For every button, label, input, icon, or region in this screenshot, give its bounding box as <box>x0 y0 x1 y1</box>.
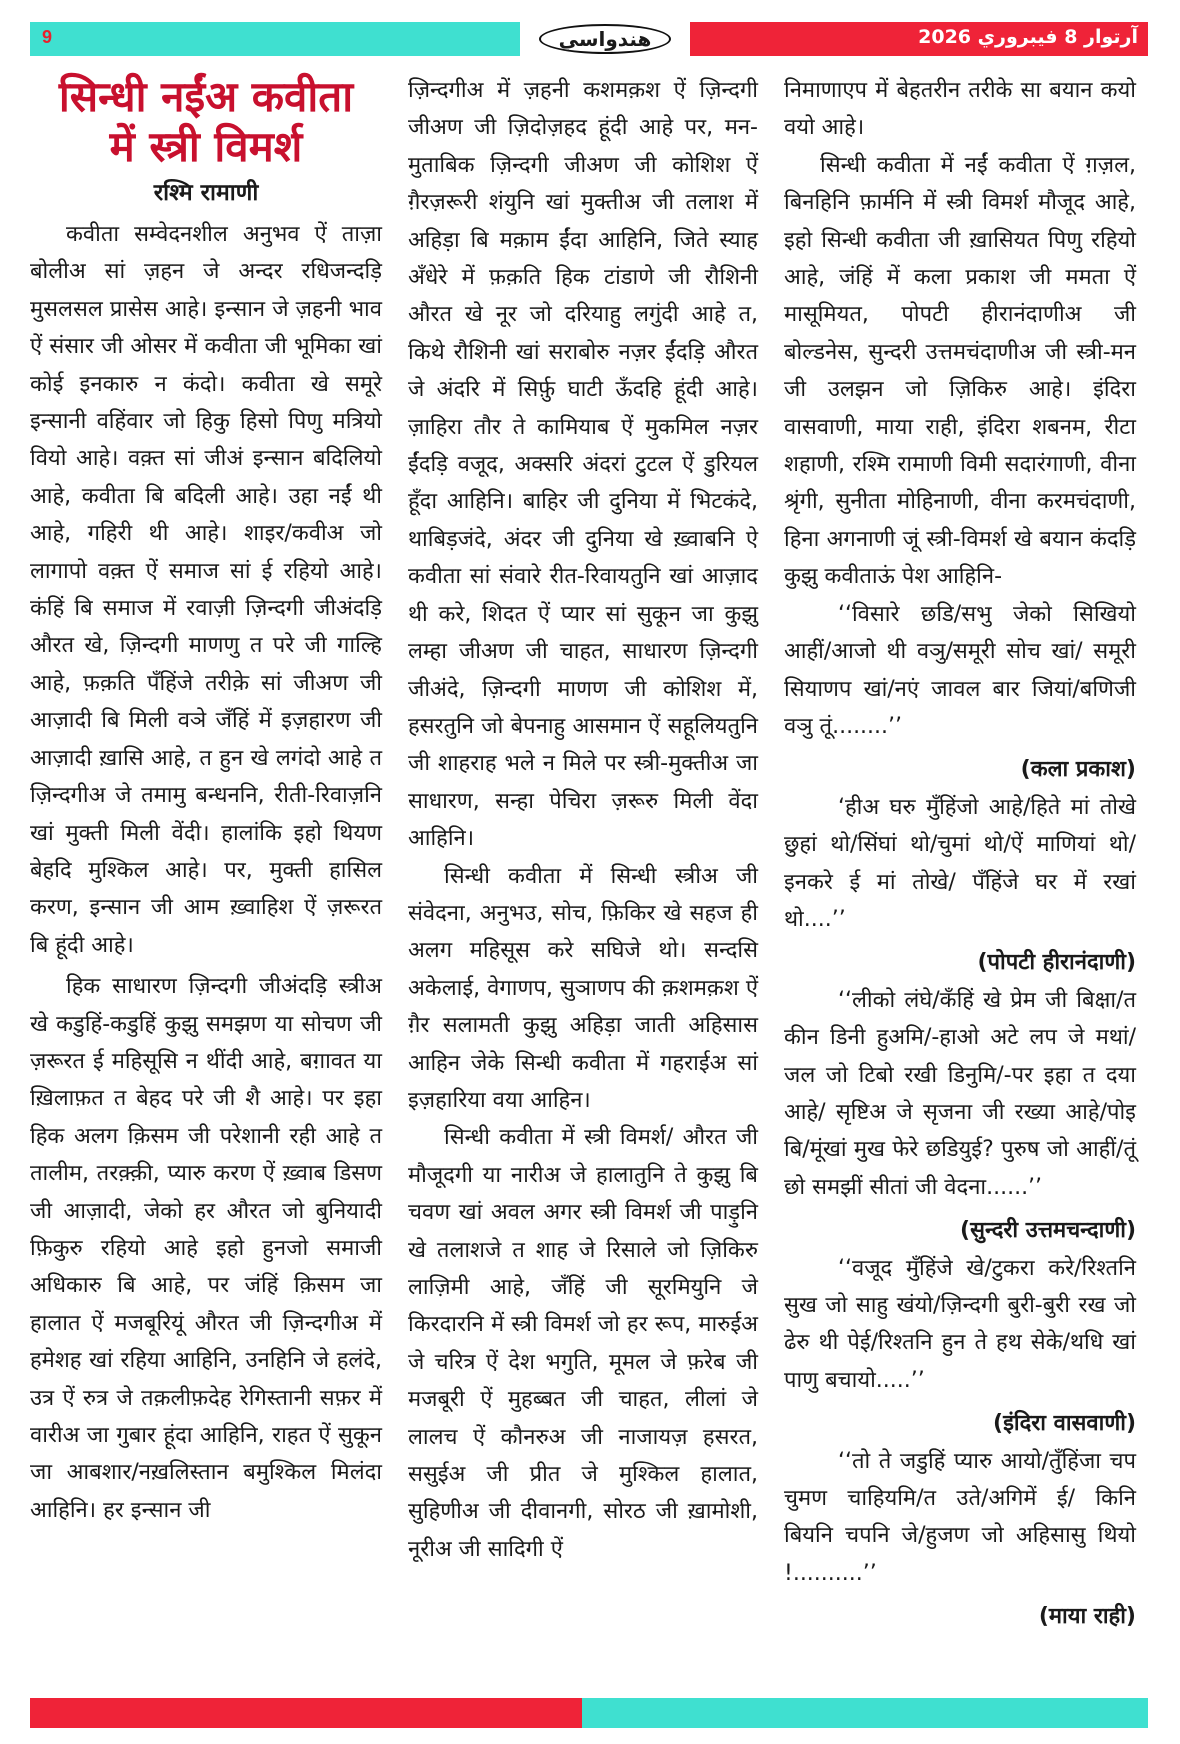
paragraph: सिन्धी कवीता में नईं कवीता ऐं ग़ज़ल, बिनहिनि फ़ार्मनि में स्त्री विमर्श मौजूद आहे, इहो सिन्धी कवीता जी ख़ासियत पिणु रहियो आहे, जंहिं में कला प्रकाश जी ममता ऐं मासूमियत, पोपटी हीरानंदाणीअ जी बोल्डनेस, सुन्दरी उत्तमचंदाणीअ जी स्त्री-मन जी उलझन जो ज़िकिरु आहे। इंदिरा वासवाणी, माया राही, इंदिरा शबनम, रीटा शहाणी, रश्मि रामाणी विमी सदारंगाणी, वीना श्रृंगी, सुनीता मोहिनाणी, वीना करमचंदाणी, हिना अगनाणी जूं स्त्री-विमर्श खे बयान कंदड़ि कुझु कवीताऊं पेश आहिनि- <box>784 152 1136 590</box>
paragraph: सिन्धी कवीता में सिन्धी स्त्रीअ जी संवेदना, अनुभउ, सोच, फ़िकिर खे सहज ही अलग महिसूस करे सघिजे थो। सन्दसि अकेलाई, वेगाणप, सुञाणप की क़शमक़श ऐं ग़ैर सलामती कुझु अहिड़ा जाती अहिसास आहिन जेके सिन्धी कवीता में गहराईअ सां इज़हारिया वया आहिन। <box>408 863 758 1113</box>
footer-teal-band <box>582 1698 1148 1728</box>
footer-red-band <box>30 1698 582 1728</box>
article-title <box>30 72 382 172</box>
article-author: रश्मि रामाणी <box>153 180 259 206</box>
column-2 <box>408 72 758 1568</box>
header-teal-band <box>30 22 520 56</box>
title-line-1: सिन्धी नईंअ कवीता <box>58 72 354 121</box>
poem-excerpt: ‘‘विसारे छडि/सभु जेको सिखियो आहीं/आजो थी वञु/समूरी सोच खां/ समूरी सियाणप खां/नएं जावल बार जियां/बणिजी वञु तूं........’’ <box>784 601 1136 739</box>
masthead-logo-text: هندواسي <box>539 24 672 54</box>
paragraph: ज़िन्दगीअ में ज़हनी कशमक़श ऐं ज़िन्दगी जीअण जी ज़िदोज़हद हूंदी आहे पर, मन-मुताबिक ज़िन्दगी जीअण जी कोशिश ऐं ग़ैरज़रूरी शंयुनि खां मुक्तीअ जी तलाश में अहिड़ा बि मक़ाम ईंदा आहिनि, जिते स्याह अँधेरे में फ़क़ति हिक टांडाणे जी रौशिनी औरत खे नूर जो दरियाहु लगुंदी आहे त, किथे रौशिनी खां सराबोरु नज़र ईंदड़ि औरत जे अंदरि में सिर्फ़ु घाटी ऊँदहि हूंदी आहे। ज़ाहिरा तौर ते कामियाब ऐं मुकमिल नज़र ईंदड़ि वजूद, अक्सरि अंदरां टुटल ऐं डुरियल हूँदा आहिनि। बाहिर जी दुनिया में भिटकंदे, थाबिड़जंदे, अंदर जी दुनिया खे ख़्वाबनि ऐ कवीता सां संवारे रीत-रिवायतुनि खां आज़ाद थी करे, शिदत ऐं प्यार सां सुकून जा कुझु लम्हा जीअण जी चाहत, साधारण ज़िन्दगी जीअंदे, ज़िन्दगी माणण जी कोशिश में, हसरतुनि जो बेपनाहु आसमान ऐं सहूलियतुनि जी शाहराह भले न मिले पर स्त्री-मुक्तीअ जा साधारण, सन्हा पेचिरा ज़रूरु मिली वेंदा आहिनि। <box>408 78 758 852</box>
poem-excerpt: ‘‘वजूद मुँहिंजे खे/टुकरा करे/रिश्तनि सुख जो साहु खंयो/ज़िन्दगी बुरी-बुरी रख जो ढेरु थी पेई/रिश्तनि हुन ते हथ सेके/थधि खां पाणु बचायो.....’’ <box>784 1255 1136 1393</box>
poem-excerpt: ‘‘तो ते जडुहिं प्यारु आयो/तुँहिंजा चप चुमण चाहियमि/त उते/अगिमें ई/ किनि बियनि चपनि जे/हुजण जो अहिसासु थियो !..........’’ <box>784 1448 1136 1586</box>
title-line-2: में स्त्री विमर्श <box>109 122 303 171</box>
issue-date: آرتوار 8 فيبروري 2026 <box>918 26 1138 48</box>
masthead <box>520 22 690 56</box>
paragraph: निमाणाएप में बेहतरीन तरीके सा बयान कयो वयो आहे। <box>784 78 1136 141</box>
poem-author: (पोपटी हीरानंदाणी) <box>977 950 1136 976</box>
page-header <box>30 22 1148 56</box>
page-number: 9 <box>42 27 53 47</box>
column-3 <box>784 72 1136 1636</box>
paragraph: कवीता सम्वेदनशील अनुभव ऐं ताज़ा बोलीअ सां ज़हन जे अन्दर रधिजन्दड़ि मुसलसल प्रासेस आहे। इन्सान जे ज़हनी भाव ऐं संसार जी ओसर में कवीता जी भूमिका खां कोई इनकारु न कंदो। कवीता खे समूरे इन्सानी वहिंवार जो हिकु हिसो पिणु मत्रियो वियो आहे। वक़्त सां जीअं इन्सान बदिलियो आहे, कवीता बि बदिली आहे। उहा नईं थी आहे, गहिरी थी आहे। शाइर/कवीअ जो लागापो वक़्त ऐं समाज सां ई रहियो आहे। कंहिं बि समाज में रवाज़ी ज़िन्दगी जीअंदड़ि औरत खे, ज़िन्दगी माणणु त परे जी गाल्हि आहे, फ़क़ति पँहिंजे तरीक़े सां जीअण जी आज़ादी बि मिली वञे जँहिं में इज़हारण जी आज़ादी ख़ासि आहे, त हुन खे लगंदो आहे त ज़िन्दगीअ जे तमामु बन्धननि, रीती-रिवाज़नि खां मुक्ती मिली वेंदी। हालांकि इहो थियण बेहदि मुश्किल आहे। पर, मुक्ती हासिल करण, इन्सान जी आम ख़्वाहिश ऐं ज़रूरत बि हूंदी आहे। <box>30 222 382 958</box>
column-1 <box>30 72 382 1529</box>
poem-author: (कला प्रकाश) <box>1020 757 1136 783</box>
poem-author: (माया राही) <box>1038 1604 1136 1630</box>
paragraph: सिन्धी कवीता में स्त्री विमर्श/ औरत जी मौजूदगी या नारीअ जे हालातुनि ते कुझु बि चवण खां अवल अगर स्त्री विमर्श जी पाड़ुनि खे तलाशजे त शाह जे रिसाले जो ज़िकिरु लाज़िमी आहे, जँहिं जी सूरमियुनि जे किरदारनि में स्त्री विमर्श जो हर रूप, मारुईअ जे चरित्र ऐं देश भगुति, मूमल जे फ़रेब जी मजबूरी ऐं मुहब्बत जी चाहत, लीलां जे लालच ऐं कौनरुअ जी नाजायज़ हसरत, ससुईअ जी प्रीत जे मुश्किल हालात, सुहिणीअ जी दीवानगी, सोरठ जी ख़ामोशी, नूरीअ जी सादिगी ऐं <box>408 1125 758 1562</box>
paragraph: हिक साधारण ज़िन्दगी जीअंदड़ि स्त्रीअ खे कडुहिं-कडुहिं कुझु समझण या सोचण जी ज़रूरत ई महिसूसि न थींदी आहे, बग़ावत या ख़िलाफ़त त बेहद परे जी शै आहे। पर इहा हिक अलग क़िसम जी परेशानी रही आहे त तालीम, तरक़्क़ी, प्यारु करण ऐं ख़्वाब डिसण जी आज़ादी, जेको हर औरत जो बुनियादी फ़िकुरु रहियो आहे इहो हुनजो समाजी अधिकारु बि आहे, पर जंहिं क़िसम जा हालात ऐं मजबूरियूं औरत जी ज़िन्दगीअ में हमेशह खां रहिया आहिनि, उनहिनि जे हलंदे, उत्र ऐं रुत्र जे तक़लीफ़देह रेगिस्तानी सफ़र में वारीअ जा गुबार हूंदा आहिनि, राहत ऐं सुकून जा आबशार/नख़लिस्तान बमुश्किल मिलंदा आहिनि। हर इन्सान जी <box>30 974 382 1523</box>
poem-excerpt: ‘‘लीको लंघे/कँहिं खे प्रेम जी बिक्षा/त कीन डिनी हुअमि/-हाओ अटे लप जे मथां/जल जो टिबो रखी डिनुमि/-पर इहा त दया आहे/ सृष्टिअ जे सृजना जी रख्या आहे/पोइ बि/मूंखां मुख फेरे छडियुई? पुरुष जो आहीं/तूं छो समझीं सीतां जी वेदना......’’ <box>784 987 1136 1200</box>
poem-excerpt: ‘हीअ घरु मुँहिंजो आहे/हिते मां तोखे छुहां थो/सिंघां थो/चुमां थो/ऐं माणियां थो/इनकरे ई मां तोखे/ पँहिंजे घर में रखां थो....’’ <box>784 794 1136 932</box>
poem-author: (सुन्दरी उत्तमचन्दाणी) <box>960 1218 1136 1244</box>
poem-author: (इंदिरा वासवाणी) <box>993 1411 1136 1437</box>
page-footer <box>30 1698 1148 1728</box>
